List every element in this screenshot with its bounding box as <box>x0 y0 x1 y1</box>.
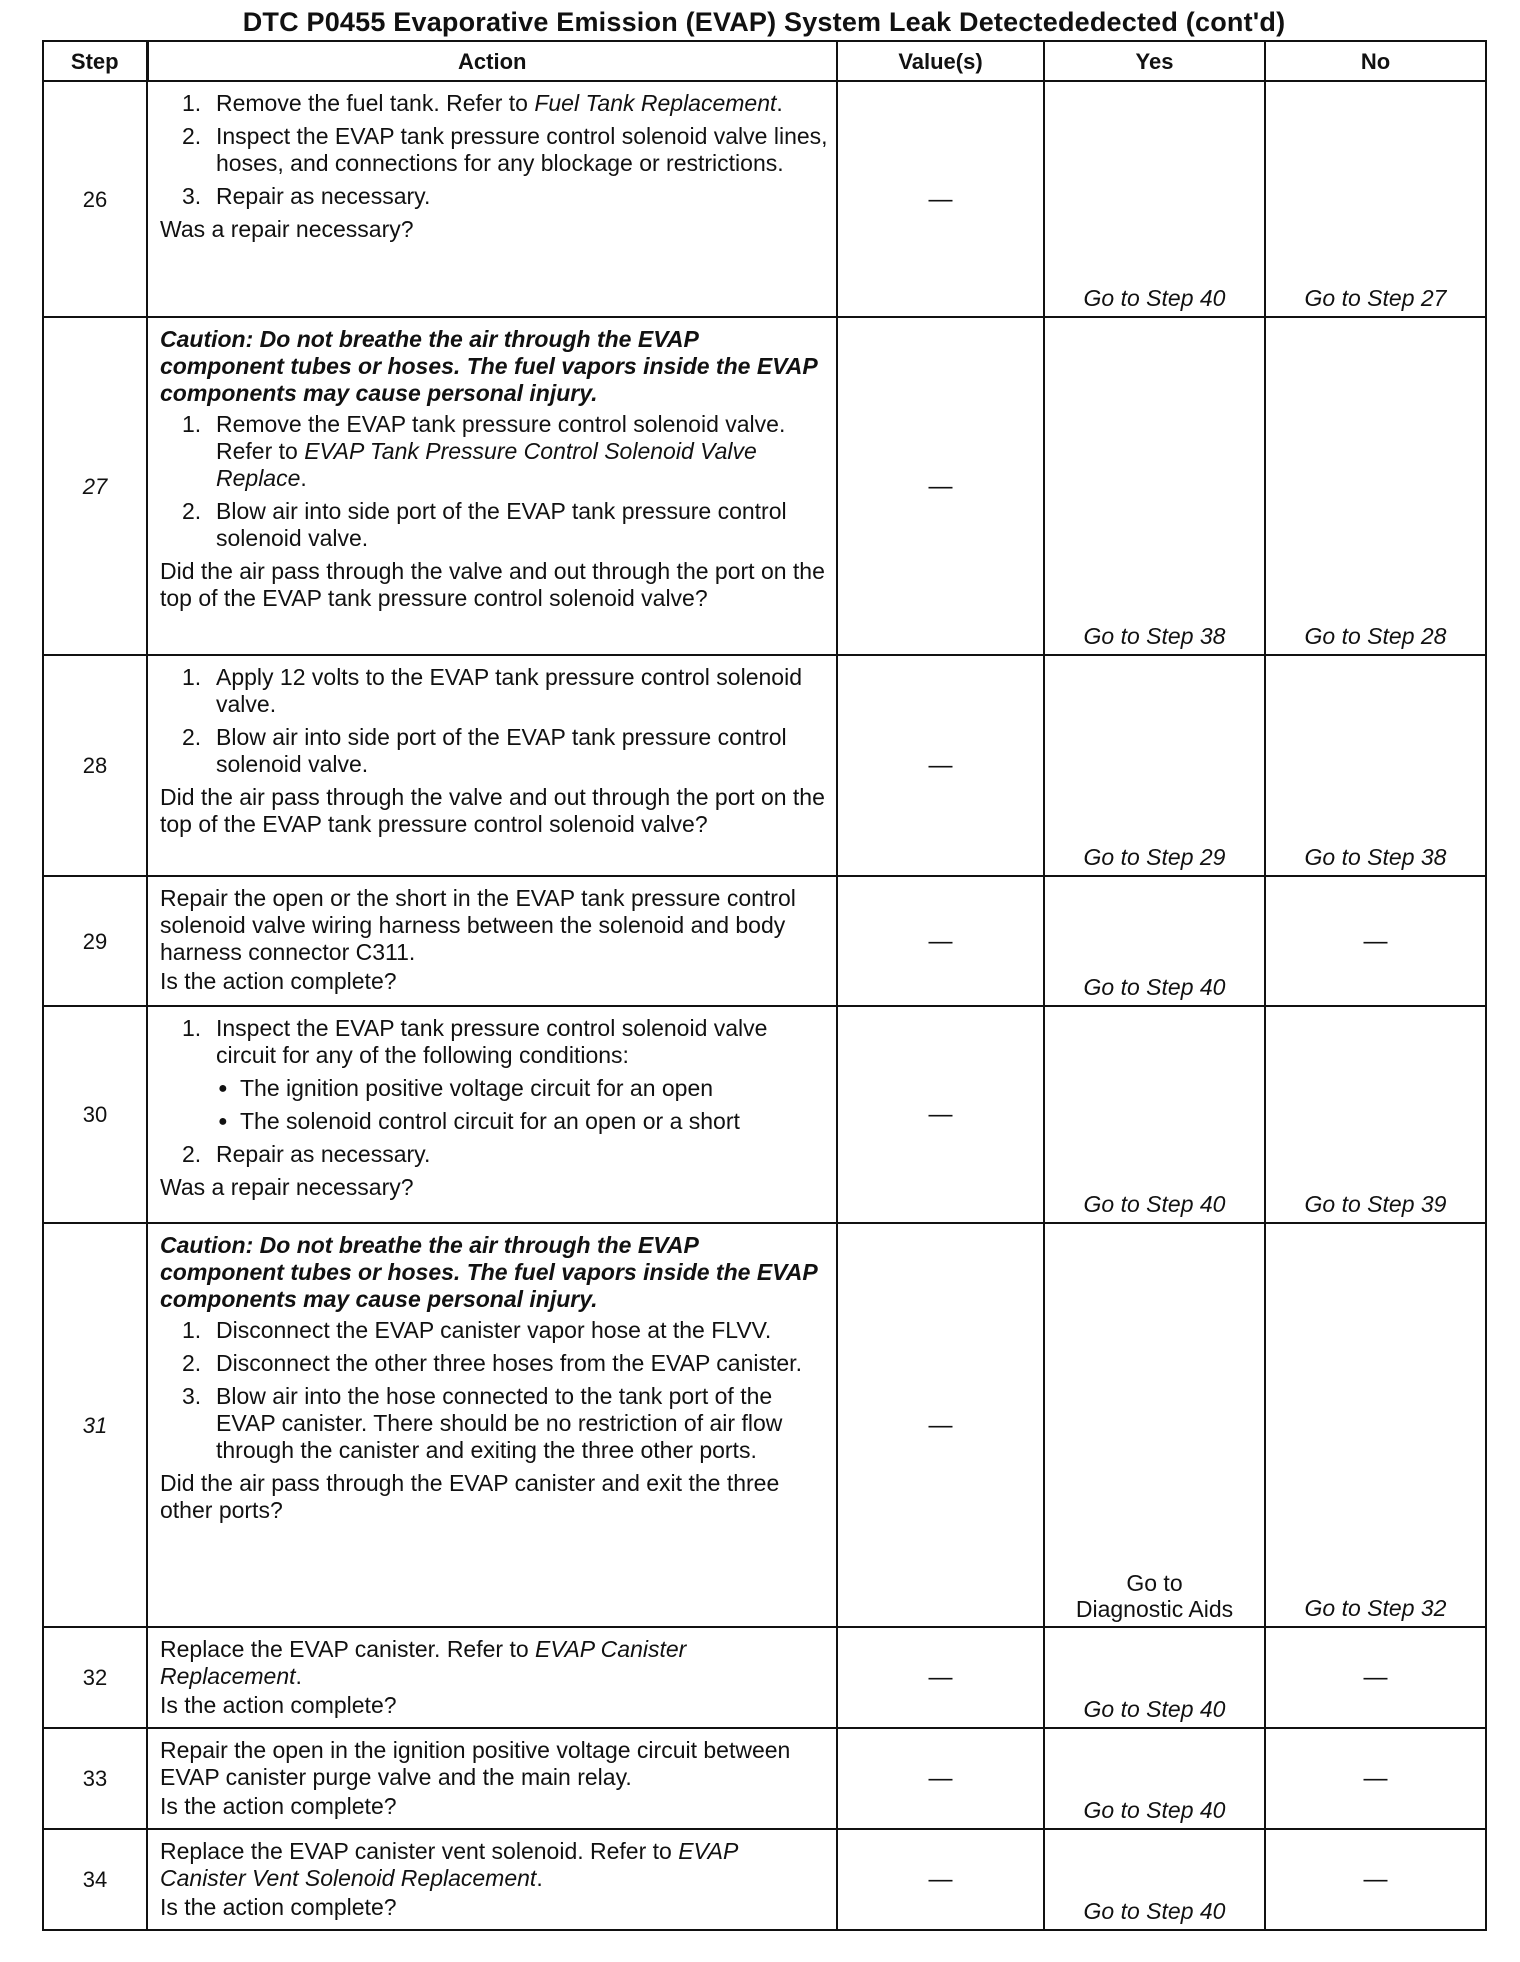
no-cell: Go to Step 28 <box>1265 317 1486 655</box>
table-row-step-34 <box>43 1829 1486 1930</box>
caution-note: Caution: Do not breathe the air through the EVAP component tubes or hoses. The fuel vapors inside the EVAP components may cause personal injury. <box>160 1232 817 1312</box>
item-text-end: . <box>300 465 307 491</box>
table-row-step-27 <box>43 317 1486 655</box>
no-dash: — <box>1363 927 1388 955</box>
action-cell <box>147 1627 837 1728</box>
item-text: Repair as necessary. <box>216 1141 431 1167</box>
caution-note: Caution: Do not breathe the air through the EVAP component tubes or hoses. The fuel vapors inside the EVAP components may cause personal injury. <box>160 326 817 406</box>
no-cell: Go to Step 38 <box>1265 655 1486 876</box>
value-cell <box>837 317 1044 655</box>
bullet-text: The ignition positive voltage circuit for an open <box>240 1075 714 1101</box>
action-question: Is the action complete? <box>160 968 397 994</box>
yes-cell: Go to Step 29 <box>1044 655 1265 876</box>
reference-link[interactable]: EVAP Canister Vent Solenoid Replacement <box>160 1838 738 1891</box>
header-yes: Yes <box>1044 41 1265 81</box>
item-text: Blow air into the hose connected to the tank port of the EVAP canister. There should be no restriction of air flow through the canister and exiting the three other ports. <box>216 1383 783 1463</box>
step-number: 29 <box>43 876 147 1006</box>
reference-link[interactable]: EVAP Tank Pressure Control Solenoid Valve Replace <box>216 438 757 491</box>
action-item <box>182 724 828 778</box>
action-question: Did the air pass through the valve and out through the port on the top of the EVAP tank pressure control solenoid valve? <box>160 784 825 837</box>
item-text: Remove the fuel tank. Refer to <box>216 90 535 116</box>
bullet-text: The solenoid control circuit for an open or a short <box>240 1108 740 1134</box>
action-cell <box>147 1829 837 1930</box>
yes-cell: Go to Step 38 <box>1044 317 1265 655</box>
value-dash: — <box>928 1101 953 1128</box>
action-question: Is the action complete? <box>160 1793 397 1819</box>
no-cell: Go to Step 27 <box>1265 81 1486 317</box>
action-text-end: . <box>536 1865 543 1891</box>
item-text: Inspect the EVAP tank pressure control solenoid valve lines, hoses, and connections for any blockage or restrictions. <box>216 123 828 176</box>
action-item <box>182 411 828 492</box>
action-cell <box>147 876 837 1006</box>
yes-cell: Go to Step 40 <box>1044 876 1265 1006</box>
value-dash: — <box>928 185 953 213</box>
value-cell <box>837 655 1044 876</box>
no-cell <box>1265 1627 1486 1728</box>
bullet-item <box>218 1075 828 1102</box>
action-cell <box>147 1728 837 1829</box>
bullet-item <box>218 1108 828 1135</box>
table-row-step-31 <box>43 1223 1486 1627</box>
yes-cell: Go to Step 40 <box>1044 1829 1265 1930</box>
action-question: Did the air pass through the EVAP canister and exit the three other ports? <box>160 1470 780 1523</box>
header-value: Value(s) <box>837 41 1044 81</box>
action-item <box>182 1350 828 1377</box>
action-item <box>182 1015 828 1069</box>
action-item <box>182 1141 828 1168</box>
action-item <box>182 1383 828 1464</box>
value-dash: — <box>928 472 953 500</box>
value-dash: — <box>928 752 953 779</box>
action-cell <box>147 1223 837 1627</box>
step-number: 26 <box>43 81 147 317</box>
yes-cell: Go to Step 40 <box>1044 1006 1265 1223</box>
item-text: Disconnect the other three hoses from the EVAP canister. <box>216 1350 802 1376</box>
action-cell <box>147 317 837 655</box>
value-dash: — <box>928 1664 953 1691</box>
item-text: Apply 12 volts to the EVAP tank pressure control solenoid valve. <box>216 664 802 717</box>
item-number: 2. <box>182 1141 202 1167</box>
header-step: Step <box>43 41 147 81</box>
item-text-end: . <box>776 90 783 116</box>
header-row <box>43 41 1486 81</box>
table-row-step-28 <box>43 655 1486 876</box>
item-number: 1. <box>182 1015 202 1041</box>
item-number: 3. <box>182 183 202 209</box>
action-text: Repair the open in the ignition positive voltage circuit between EVAP canister purge valve and the main relay. <box>160 1737 791 1790</box>
no-cell <box>1265 1829 1486 1930</box>
value-cell <box>837 81 1044 317</box>
step-number: 31 <box>43 1223 147 1627</box>
value-cell <box>837 876 1044 1006</box>
no-cell <box>1265 1728 1486 1829</box>
item-text: Remove the EVAP tank pressure control solenoid valve. Refer to <box>216 411 786 464</box>
item-number: 1. <box>182 664 202 690</box>
step-number: 27 <box>43 317 147 655</box>
item-number: 1. <box>182 90 202 116</box>
action-question: Is the action complete? <box>160 1692 397 1718</box>
bullet-dot-icon: ● <box>218 1080 228 1097</box>
header-action: Action <box>147 41 837 81</box>
action-text: Replace the EVAP canister vent solenoid. Refer to <box>160 1838 679 1864</box>
item-number: 3. <box>182 1383 202 1409</box>
action-question: Is the action complete? <box>160 1894 397 1920</box>
table-row-step-32 <box>43 1627 1486 1728</box>
reference-link[interactable]: Fuel Tank Replacement <box>534 90 777 116</box>
yes-cell <box>1044 1223 1265 1627</box>
action-cell <box>147 655 837 876</box>
action-text: Replace the EVAP canister. Refer to <box>160 1636 536 1662</box>
item-text: Repair as necessary. <box>216 183 431 209</box>
yes-cell: Go to Step 40 <box>1044 1728 1265 1829</box>
item-number: 1. <box>182 411 202 437</box>
value-dash: — <box>928 1411 953 1439</box>
value-cell <box>837 1223 1044 1627</box>
step-number: 33 <box>43 1728 147 1829</box>
item-number: 2. <box>182 123 202 149</box>
value-dash: — <box>928 1765 953 1792</box>
value-cell <box>837 1006 1044 1223</box>
step-number: 30 <box>43 1006 147 1223</box>
yes-cell: Go to Step 40 <box>1044 81 1265 317</box>
reference-link[interactable]: EVAP Canister Replacement <box>160 1636 687 1689</box>
item-text: Blow air into side port of the EVAP tank pressure control solenoid valve. <box>216 724 787 777</box>
table-row-step-33 <box>43 1728 1486 1829</box>
item-text: Inspect the EVAP tank pressure control solenoid valve circuit for any of the following conditions: <box>216 1015 768 1068</box>
step-number: 28 <box>43 655 147 876</box>
value-cell <box>837 1829 1044 1930</box>
no-cell: Go to Step 39 <box>1265 1006 1486 1223</box>
table-row-step-29 <box>43 876 1486 1006</box>
yes-line-1: Go to <box>1126 1570 1183 1596</box>
value-dash: — <box>928 1866 953 1893</box>
no-dash: — <box>1363 1866 1388 1893</box>
yes-cell: Go to Step 40 <box>1044 1627 1265 1728</box>
action-item <box>182 123 828 177</box>
value-dash: — <box>928 927 953 955</box>
item-text: Blow air into side port of the EVAP tank pressure control solenoid valve. <box>216 498 787 551</box>
no-dash: — <box>1363 1765 1388 1792</box>
action-question: Was a repair necessary? <box>160 1174 414 1200</box>
item-number: 2. <box>182 1350 202 1376</box>
action-item <box>182 90 828 117</box>
item-number: 2. <box>182 724 202 750</box>
item-number: 2. <box>182 498 202 524</box>
page-title: DTC P0455 Evaporative Emission (EVAP) System Leak Detectededected (cont'd) <box>242 7 1286 37</box>
value-cell <box>837 1627 1044 1728</box>
action-item <box>182 1317 828 1344</box>
table-row-step-26 <box>43 81 1486 317</box>
header-no: No <box>1265 41 1486 81</box>
no-cell: Go to Step 32 <box>1265 1223 1486 1627</box>
action-question: Did the air pass through the valve and out through the port on the top of the EVAP tank pressure control solenoid valve? <box>160 558 825 611</box>
step-number: 32 <box>43 1627 147 1728</box>
action-cell <box>147 81 837 317</box>
item-number: 1. <box>182 1317 202 1343</box>
action-item <box>182 664 828 718</box>
bullet-dot-icon: ● <box>218 1113 228 1130</box>
step-number: 34 <box>43 1829 147 1930</box>
item-text: Disconnect the EVAP canister vapor hose at the FLVV. <box>216 1317 772 1343</box>
action-item <box>182 183 828 210</box>
yes-line-2: Diagnostic Aids <box>1075 1596 1234 1622</box>
action-cell <box>147 1006 837 1223</box>
action-question: Was a repair necessary? <box>160 216 414 242</box>
action-text: Repair the open or the short in the EVAP tank pressure control solenoid valve wiring harness between the solenoid and body harness connector C311. <box>160 885 796 965</box>
value-cell <box>837 1728 1044 1829</box>
table-row-step-30 <box>43 1006 1486 1223</box>
diagnostic-table <box>42 40 1487 1931</box>
no-dash: — <box>1363 1664 1388 1691</box>
no-cell <box>1265 876 1486 1006</box>
action-item <box>182 498 828 552</box>
action-text-end: . <box>295 1663 302 1689</box>
